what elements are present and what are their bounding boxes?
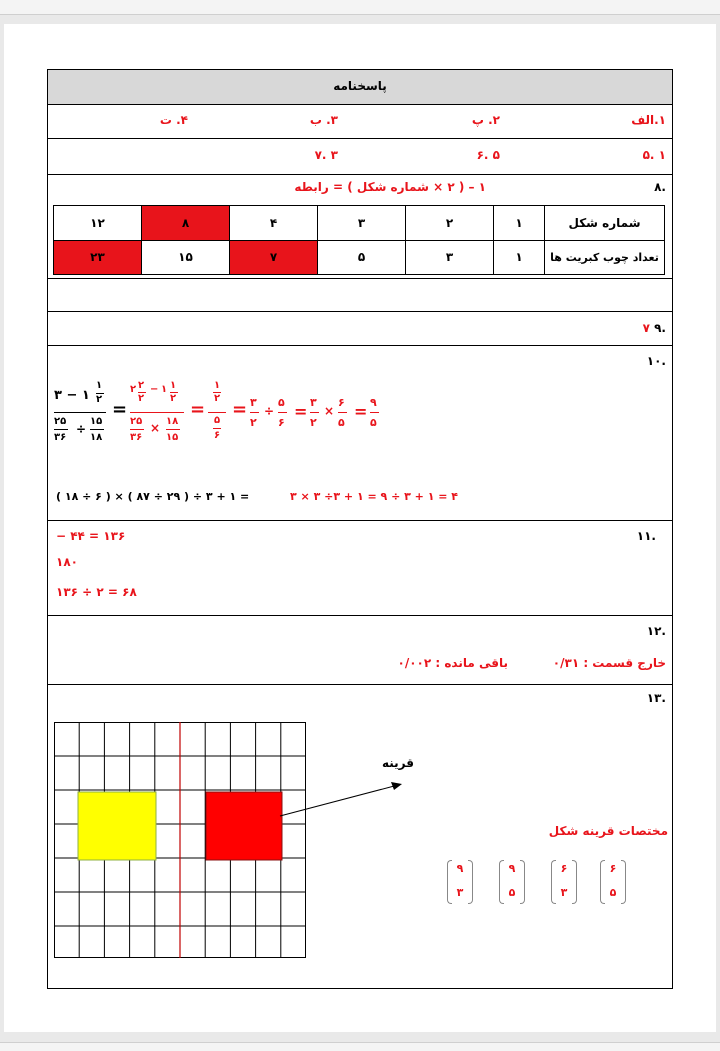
table-row bbox=[54, 206, 665, 241]
q8-number: ۸. bbox=[654, 180, 666, 194]
q11-line3: ۱۳۶ ÷ ۲ = ۶۸ bbox=[56, 585, 137, 599]
q12-remainder: باقی مانده : ۰/۰۰۲ bbox=[397, 656, 508, 670]
pattern-table bbox=[53, 205, 665, 275]
q10-start-fraction bbox=[54, 380, 106, 452]
q10-step2-fraction bbox=[208, 378, 226, 452]
q11-line1: − ۴۴ = ۱۳۶ bbox=[56, 529, 126, 543]
cell-r2-1: ۱ bbox=[494, 240, 545, 275]
q13-symmetry-label: قرینه bbox=[382, 756, 415, 770]
q11-line2: ۱۸۰ bbox=[56, 555, 78, 569]
coord-matrix-3 bbox=[499, 860, 525, 904]
row2-label: تعداد چوب کبریت ها bbox=[545, 240, 665, 275]
q10-s1-n: ۲ bbox=[130, 384, 137, 395]
matrix-top: ۶ bbox=[609, 862, 617, 875]
symmetry-grid bbox=[54, 722, 306, 958]
q10-f5-d: ۲ bbox=[310, 416, 317, 429]
q10-s1-db-n: ۱۸ bbox=[166, 416, 179, 427]
answer-2: ۲. پ bbox=[471, 113, 500, 127]
cell-r2-3: ۵ bbox=[318, 240, 406, 275]
cell-r1-5: ۸ bbox=[142, 206, 230, 241]
matrix-bottom: ۵ bbox=[609, 886, 617, 899]
q10-line2-red: ۳ × ۳ ÷۳ + ۱ = ۹ ÷ ۳ + ۱ = ۴ bbox=[290, 490, 459, 503]
cell-r2-4: ۷ bbox=[230, 240, 318, 275]
coord-matrix-1 bbox=[600, 860, 626, 904]
fraction-bar bbox=[166, 429, 180, 430]
coord-matrix-2 bbox=[551, 860, 577, 904]
equals-sign: = bbox=[232, 399, 248, 420]
cell-r1-4: ۴ bbox=[230, 206, 318, 241]
times-sign: × bbox=[324, 404, 335, 418]
yellow-square bbox=[78, 792, 156, 860]
q8-rule: ۱ – ( ۲ × شماره شکل ) = رابطه bbox=[294, 180, 486, 194]
q13-coords-title: مختصات قرینه شکل bbox=[548, 824, 668, 838]
equals-sign: = bbox=[112, 399, 128, 420]
answer-3: ۳. ب bbox=[309, 113, 338, 127]
empty-row bbox=[48, 278, 672, 312]
q13-number: ۱۳. bbox=[646, 691, 666, 705]
question-10 bbox=[48, 345, 672, 521]
q9-number: ۹. bbox=[654, 321, 666, 335]
red-square bbox=[206, 792, 282, 860]
answers-row-1 bbox=[48, 104, 672, 139]
answer-5: ۵. ۱ bbox=[642, 148, 666, 162]
matrix-top: ۶ bbox=[560, 862, 568, 875]
q10-div-b-den: ۱۸ bbox=[90, 432, 103, 443]
q10-s1-b-n: ۱ bbox=[170, 380, 177, 391]
q10-s1-sub-d: ۲ bbox=[138, 393, 145, 404]
q10-fraction-chain bbox=[250, 378, 390, 452]
fraction-bar bbox=[370, 412, 379, 413]
q10-step1-fraction bbox=[130, 378, 186, 452]
q10-f3-d: ۲ bbox=[250, 416, 257, 429]
q10-div-op: ÷ bbox=[76, 422, 87, 436]
answer-sheet bbox=[47, 69, 673, 989]
q10-div-a-den: ۳۶ bbox=[54, 432, 67, 443]
equals-sign: = bbox=[294, 402, 308, 421]
q10-f4-n: ۵ bbox=[278, 396, 285, 409]
q12-number: ۱۲. bbox=[646, 624, 666, 638]
cell-r2-2: ۳ bbox=[406, 240, 494, 275]
equals-sign: = bbox=[354, 402, 368, 421]
top-strip bbox=[0, 0, 720, 15]
answer-7: ۷. ۳ bbox=[314, 148, 338, 162]
main-fraction-bar bbox=[54, 412, 106, 413]
fraction-bar bbox=[213, 428, 221, 429]
question-12 bbox=[48, 615, 672, 685]
q10-s2-nd: ۲ bbox=[214, 393, 221, 404]
row1-label: شماره شکل bbox=[545, 206, 665, 241]
fraction-bar bbox=[130, 429, 144, 430]
answers-row-2 bbox=[48, 138, 672, 175]
q10-div-a-num: ۲۵ bbox=[54, 416, 67, 427]
fraction-bar bbox=[90, 429, 104, 430]
q10-half-den: ۲ bbox=[96, 394, 103, 405]
cell-r1-1: ۱ bbox=[494, 206, 545, 241]
main-fraction-bar bbox=[130, 412, 184, 413]
q10-s2-dn: ۵ bbox=[214, 415, 221, 426]
q10-f7-n: ۹ bbox=[370, 396, 377, 409]
matrix-bottom: ۵ bbox=[508, 886, 516, 899]
q10-s1-b: ۱ bbox=[161, 384, 168, 395]
question-9 bbox=[48, 311, 672, 346]
q10-div-b-num: ۱۵ bbox=[90, 416, 103, 427]
page-title: پاسخنامه bbox=[333, 79, 387, 93]
answer-4: ۴. ت bbox=[159, 113, 188, 127]
main-fraction-bar bbox=[208, 412, 226, 413]
q10-number: ۱۰. bbox=[646, 354, 666, 368]
question-11 bbox=[48, 520, 672, 616]
fraction-bar bbox=[338, 412, 347, 413]
matrix-bottom: ۳ bbox=[560, 886, 568, 899]
cell-r2-5: ۱۵ bbox=[142, 240, 230, 275]
fraction-bar bbox=[54, 429, 68, 430]
q10-f6-d: ۵ bbox=[338, 416, 345, 429]
q10-s2-dd: ۶ bbox=[214, 430, 221, 441]
division-sign: ÷ bbox=[264, 404, 275, 418]
q10-s1-times: × bbox=[150, 421, 161, 435]
q10-line2-black: ( ۱۸ ÷ ۶ ) × ( ۸۷ ÷ ۲۹ ) ÷ ۳ + ۱ = bbox=[56, 490, 250, 503]
q10-s1-minus: − bbox=[150, 384, 159, 395]
cell-r1-6: ۱۲ bbox=[54, 206, 142, 241]
q10-half-num: ۱ bbox=[96, 380, 103, 391]
q10-s1-da-n: ۲۵ bbox=[130, 416, 143, 427]
q10-s2-nn: ۱ bbox=[214, 380, 221, 391]
equals-sign: = bbox=[190, 399, 206, 420]
fraction-bar bbox=[278, 412, 287, 413]
q10-f4-d: ۶ bbox=[278, 416, 285, 429]
table-row bbox=[54, 240, 665, 275]
q10-s1-sub-n: ۲ bbox=[138, 380, 145, 391]
q12-quotient: خارج قسمت : ۰/۳۱ bbox=[552, 656, 666, 670]
answer-1: ۱.الف bbox=[631, 113, 666, 127]
q10-s1-b-d: ۲ bbox=[170, 393, 177, 404]
matrix-top: ۹ bbox=[456, 862, 464, 875]
q10-f6-n: ۶ bbox=[338, 396, 345, 409]
answer-6: ۶. ۵ bbox=[476, 148, 500, 162]
q10-f7-d: ۵ bbox=[370, 416, 377, 429]
fraction-bar bbox=[310, 412, 319, 413]
q10-f5-n: ۳ bbox=[310, 396, 317, 409]
q10-s1-da-d: ۳۶ bbox=[130, 432, 143, 443]
matrix-bottom: ۳ bbox=[456, 886, 464, 899]
coord-matrix-4 bbox=[447, 860, 473, 904]
cell-r1-3: ۳ bbox=[318, 206, 406, 241]
q9-answer: ۷ bbox=[642, 321, 650, 335]
header-bar bbox=[48, 70, 672, 104]
arrow-icon bbox=[278, 770, 408, 820]
fraction-bar bbox=[250, 412, 259, 413]
matrix-top: ۹ bbox=[508, 862, 516, 875]
q10-f3-n: ۳ bbox=[250, 396, 257, 409]
cell-r2-6: ۲۳ bbox=[54, 240, 142, 275]
q10-s1-db-d: ۱۵ bbox=[166, 432, 179, 443]
q10-start-num: ۳ − ۱ bbox=[54, 388, 90, 403]
q11-number: ۱۱. bbox=[636, 529, 656, 543]
cell-r1-2: ۲ bbox=[406, 206, 494, 241]
